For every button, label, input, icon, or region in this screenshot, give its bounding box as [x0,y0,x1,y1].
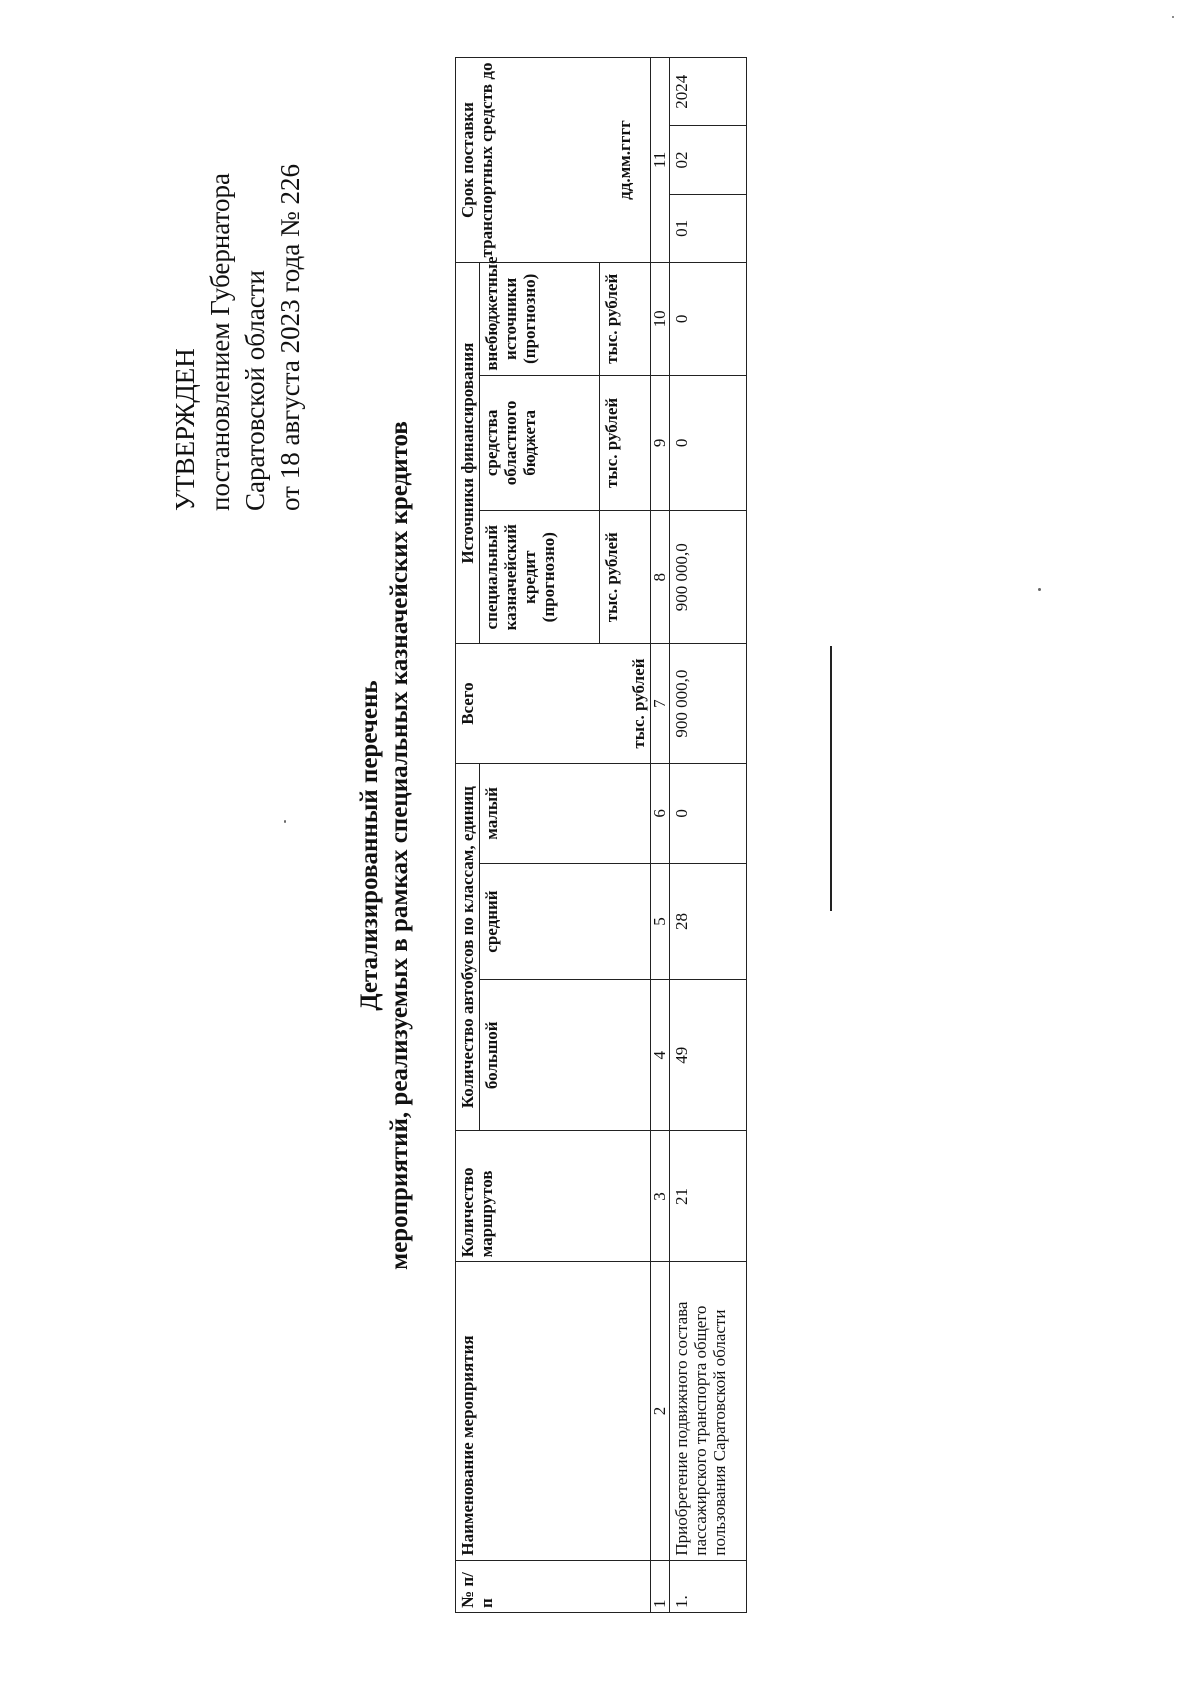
row-src-offbudget: 0 [669,262,746,375]
header-deadline: Срок поставки транспортных средств до [456,58,600,263]
header-src-offbudget: внебюджетные источники (прогнозно) [480,262,600,375]
header-total: Всего [456,644,600,764]
unit-src-special: тыс. рублей [600,511,651,644]
row-total: 900 000,0 [669,644,746,764]
column-number-row [650,58,669,1613]
signature-separator-line [830,646,832,911]
row-num: 1. [669,1560,746,1612]
row-routes: 21 [669,1131,746,1262]
column-number-2: 2 [650,1262,669,1560]
header-buses-group: Количество автобусов по классам, единиц [456,763,480,1131]
row-deadline-day: 01 [669,194,746,262]
approval-stamp-block [168,164,308,511]
header-routes: Количество маршрутов [456,1131,651,1262]
row-src-regional: 0 [669,375,746,510]
scan-speck [284,820,286,823]
header-src-regional: средства областного бюджета [480,375,600,510]
header-num: № п/п [456,1560,600,1612]
header-num-empty [600,1560,651,1612]
row-deadline-year: 2024 [669,58,746,126]
measures-table [455,57,747,1613]
unit-deadline: дд.мм.гггг [600,58,651,263]
row-deadline-month: 02 [669,126,746,194]
column-number-5: 5 [650,863,669,979]
approval-heading: УТВЕРЖДЕН [170,348,200,511]
column-number-3: 3 [650,1131,669,1262]
column-number-7: 7 [650,644,669,764]
header-name: Наименование мероприятия [456,1262,651,1560]
header-sources-group: Источники финансирования [456,262,480,643]
document-title [355,0,415,1691]
document-title-line-2: мероприятий, реализуемых в рамках специальных казначейских кредитов [386,421,413,1270]
approval-date-number: от 18 августа 2023 года № 226 [275,164,305,511]
unit-src-regional: тыс. рублей [600,375,651,510]
header-bus-small: малый [480,763,651,863]
unit-src-offbudget: тыс. рублей [600,262,651,375]
scan-speck [1038,588,1041,591]
row-src-special: 900 000,0 [669,511,746,644]
column-number-4: 4 [650,980,669,1131]
row-bus-large: 49 [669,980,746,1131]
row-name: Приобретение подвижного состава пассажирского транспорта общего пользования Саратовской области [669,1262,746,1560]
column-number-8: 8 [650,511,669,644]
column-number-1: 1 [650,1560,669,1612]
approval-issuer: постановлением Губернатора [205,173,235,511]
approval-region: Саратовской области [240,270,270,511]
row-bus-medium: 28 [669,863,746,979]
header-row-1 [456,58,480,1613]
document-title-line-1: Детализированный перечень [356,680,383,1011]
unit-total: тыс. рублей [600,644,651,764]
row-bus-small: 0 [669,763,746,863]
table-row [669,58,746,1613]
scan-speck [1172,16,1174,18]
column-number-11: 11 [650,58,669,263]
header-bus-medium: средний [480,863,651,979]
column-number-9: 9 [650,375,669,510]
header-bus-large: большой [480,980,651,1131]
header-src-special: специальный казначейский кредит (прогнозно) [480,511,600,644]
column-number-6: 6 [650,763,669,863]
column-number-10: 10 [650,262,669,375]
